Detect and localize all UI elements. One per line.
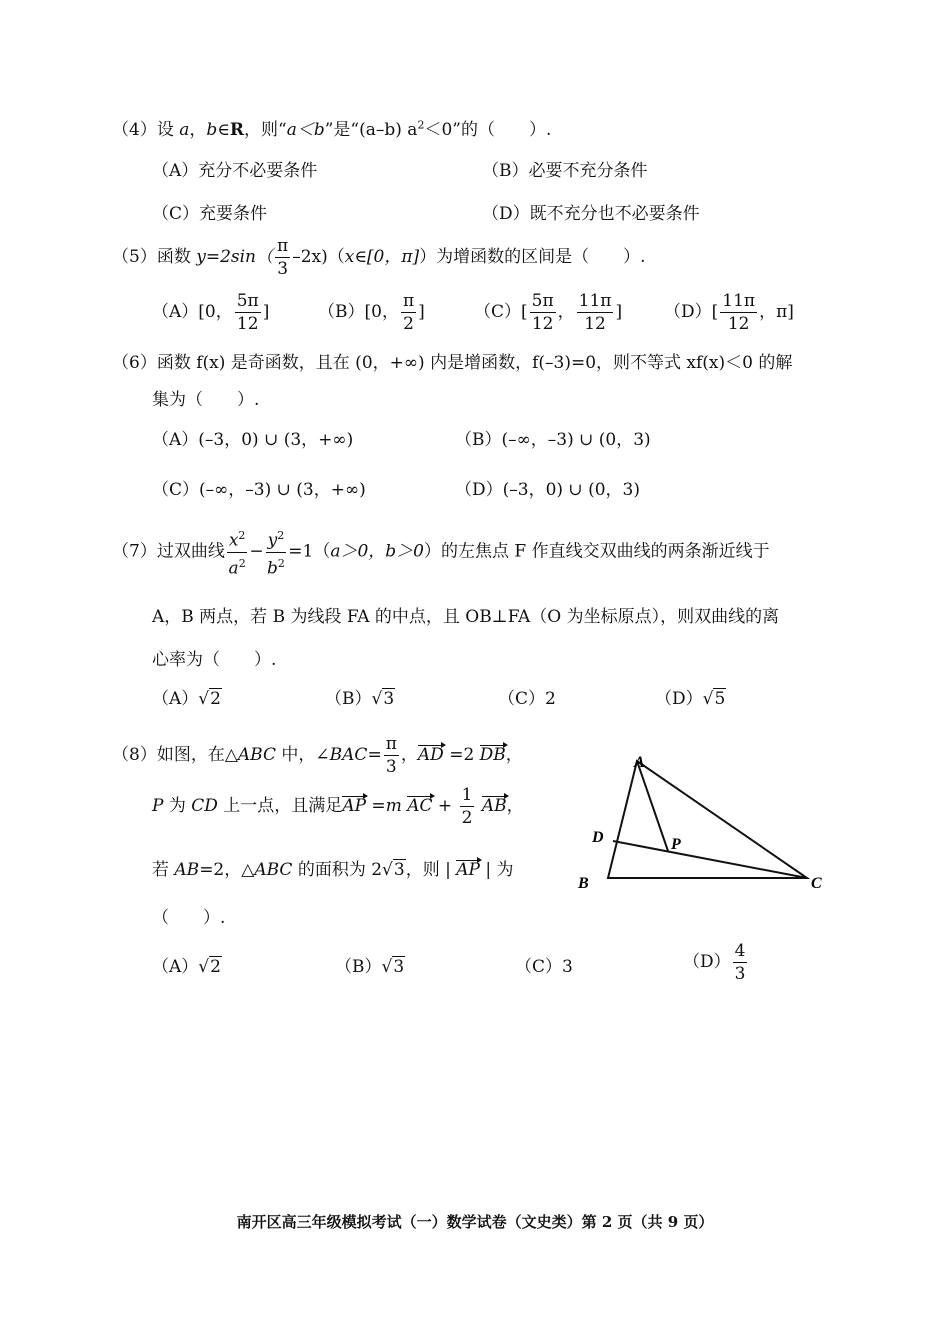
q7-option-d: （D）√5 xyxy=(655,689,726,709)
label-p: P xyxy=(671,836,681,853)
q6-stem-line2: 集为（ ）. xyxy=(152,390,260,410)
q5-stem: （5）函数 y=2sin（ $\frac{\pi}{3}$ –2x)（x∈[0，π]）为增函数的区间是（ ）. xyxy=(112,236,646,279)
q7-option-c: （C）2 xyxy=(498,689,556,709)
q4-stem: （4）设 a，b∈R，则“a＜b”是“(a–b) $a^2<0$”的（ ）. xyxy=(112,118,552,140)
q6-option-a: （A）(–3，0) ∪ (3，+∞) xyxy=(152,430,354,450)
q7-stem-line2: A，B 两点，若 B 为线段 FA 的中点，且 OB⊥FA（O 为坐标原点），则双曲线的离 xyxy=(152,607,780,627)
q7-stem-line3: 心率为（ ）. xyxy=(152,650,277,670)
q6-option-c: （C）(–∞，–3) ∪ (3，+∞) xyxy=(152,480,366,500)
q7-option-a: （A）√2 xyxy=(152,689,221,709)
label-c: C xyxy=(811,875,822,892)
q8-stem-line3: 若 AB=2，△ABC 的面积为 2√3，则 | AP | 为 xyxy=(152,860,514,880)
segment-ap xyxy=(637,761,668,851)
triangle-figure xyxy=(570,745,840,895)
q4-option-a: （A）充分不必要条件 xyxy=(152,161,318,181)
label-a: A xyxy=(634,754,645,771)
q6-option-d: （D）(–3，0) ∪ (0，3) xyxy=(455,480,640,500)
q4-option-b: （B）必要不充分条件 xyxy=(482,161,648,181)
q8-option-c: （C）3 xyxy=(515,957,573,977)
q7-stem-line1: （7）过双曲线 $\frac{x^2}{a^2}$ − $\frac{y^2}{b^2}$ =1（a＞0，b＞0）的左焦点 F 作直线交双曲线的两条渐近线于 xyxy=(112,525,770,579)
label-b: B xyxy=(578,875,589,892)
q5-fraction: $\frac{\pi}{3}$ xyxy=(277,236,289,279)
q4-option-c: （C）充要条件 xyxy=(152,204,268,224)
label-d: D xyxy=(592,829,604,846)
segment-cd xyxy=(613,841,807,878)
q7-option-b: （B）√3 xyxy=(325,689,395,709)
q8-stem-line4: （ ）. xyxy=(152,908,226,928)
triangle-abc xyxy=(608,761,807,878)
q6-stem-line1: （6）函数 f(x) 是奇函数，且在 (0，+∞) 内是增函数，f(–3)=0，则不等式 xf(x)＜0 的解 xyxy=(112,353,793,373)
q6-option-b: （B）(–∞，–3) ∪ (0，3) xyxy=(455,430,651,450)
q5-option-b: （B）[0， $\frac{\pi}{2}$ ] xyxy=(318,291,425,334)
q8-option-a: （A）√2 xyxy=(152,957,221,977)
q8-option-b: （B）√3 xyxy=(335,957,405,977)
q5-option-a: （A）[0， $\frac{5\pi}{12}$ ] xyxy=(152,291,270,334)
q8-stem-line2: P 为 CD 上一点，且满足AP =m AC + $\frac{1}{2}$ AB， xyxy=(152,785,524,828)
q8-stem-line1: （8）如图，在△ABC 中，∠BAC= $\frac{\pi}{3}$ ，AD =2 DB， xyxy=(112,734,523,777)
q5-option-c: （C）[ $\frac{5\pi}{12}$ ， $\frac{11\pi}{12}$ ] xyxy=(474,291,623,334)
page-footer: 南开区高三年级模拟考试（一）数学试卷（文史类）第 2 页（共 9 页） xyxy=(236,1213,714,1231)
q4-option-d: （D）既不充分也不必要条件 xyxy=(482,204,700,224)
q5-option-d: （D）[ $\frac{11\pi}{12}$ ，π] xyxy=(664,291,794,334)
q8-option-d: （D） $\frac{4}{3}$ xyxy=(683,941,746,984)
